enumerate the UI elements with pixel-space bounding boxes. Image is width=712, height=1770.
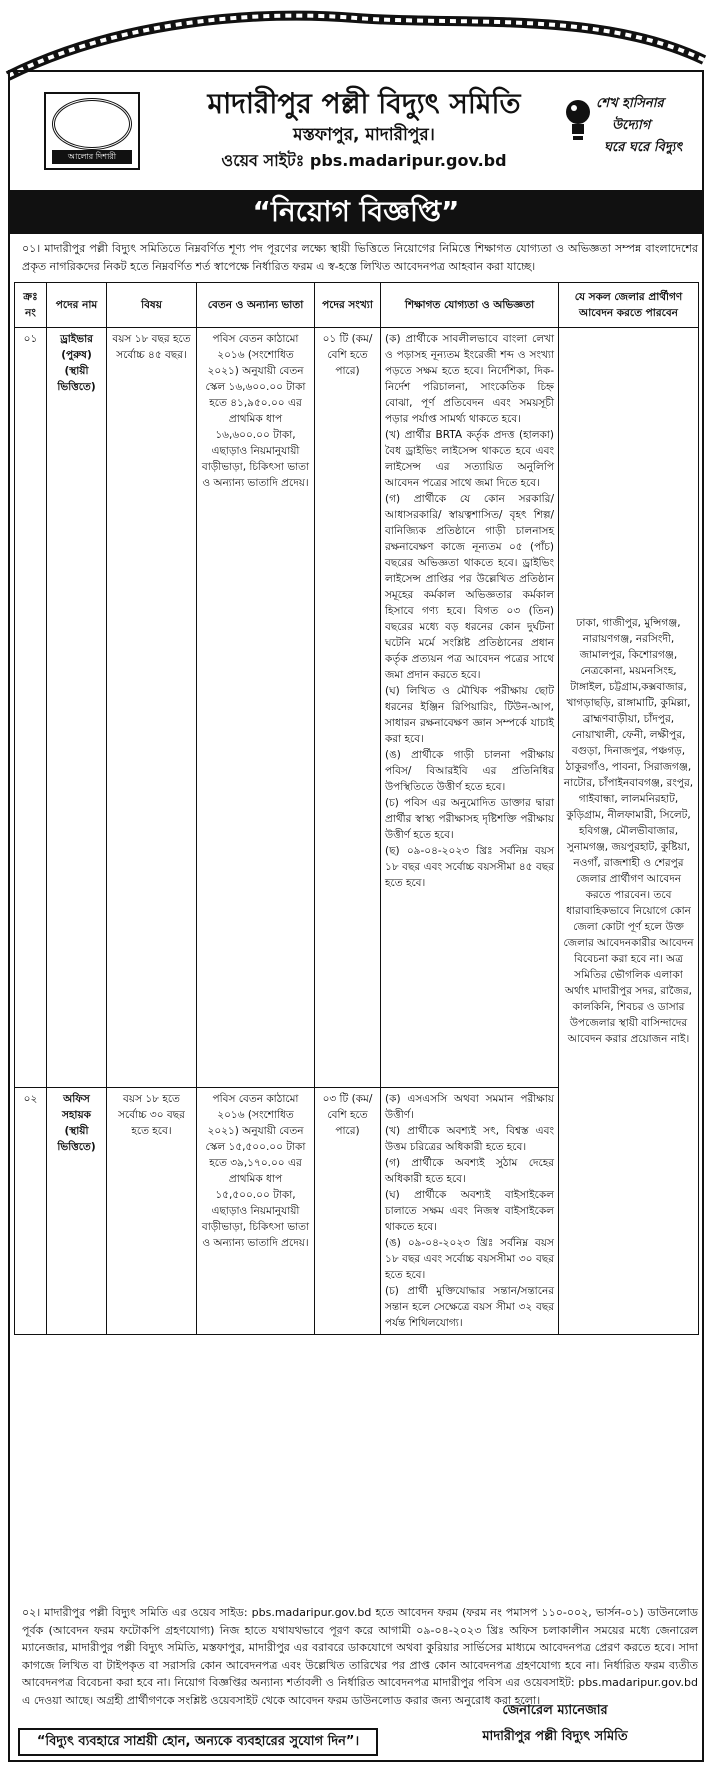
header-subject: বিষয় [107, 283, 197, 328]
organization-website: ওয়েব সাইটঃ pbs.madaripur.gov.bd [221, 151, 507, 170]
slogan-line-3: ঘরে ঘরে বিদ্যুৎ [604, 140, 683, 155]
qual-item: (ক) প্রার্থীকে সাবলীলভাবে বাংলা লেখা ও পড়াসহ নূন্যতম ইংরেজী শব্দ ও সংখ্যা পড়তে সক্ষম হতে হবে। নির্দেশিকা, দিক-নির্দেশ পরিচালনা, সাংকেতিক চিহ্ন বোঝা, পূর্ণ প্রতিবেদন এবং সময়সূচী পড়ার পর্যাপ্ত সামর্থ্য থাকতে হবে। [385, 333, 554, 425]
header-post: পদের নাম [47, 283, 107, 328]
row-qualifications [381, 328, 559, 1088]
qual-item: (ঙ) ০৯-০৪-২০২৩ খ্রিঃ সর্বনিম্ন বয়স ১৮ বছর এবং সর্বোচ্চ বয়সসীমা ৩০ বছর হতে হবে। [385, 1237, 554, 1281]
header-salary: বেতন ও অন্যান্য ভাতা [197, 283, 315, 328]
qual-item: (চ) পবিস এর অনুমোদিত ডাক্তার দ্বারা প্রার্থীর স্বাস্থ্য পরীক্ষাসহ দৃষ্টিশক্তি পরীক্ষায় উত্তীর্ণ হতে হবে। [385, 797, 554, 841]
signatory-title: জেনারেল ম্যানেজার [502, 1703, 608, 1718]
signatory-organization: মাদারীপুর পল্লী বিদ্যুৎ সমিতি [482, 1729, 628, 1744]
qual-item: (ঘ) প্রার্থীকে অবশ্যই বাইসাইকেল চালাতে সক্ষম এবং নিজস্ব বাইসাইকেল থাকতে হবে। [385, 1189, 554, 1233]
row-count: ০১ টি (কম/বেশি হতে পারে) [315, 328, 381, 1088]
intro-paragraph: ০১। মাদারীপুর পল্লী বিদ্যুৎ সমিতিতে নিম্নবর্ণিত শূণ্য পদ পূরণের লক্ষ্যে স্থায়ী ভিত্তিতে নিয়োগের নিমিত্তে শিক্ষাগত যোগ্যতা ও অভিজ্ঞতা সম্পন্ন বাংলাদেশের প্রকৃত নাগরিকদের নিকট হতে নিম্নবর্ণিত শর্ত স্বাপেক্ষে নির্ধারিত ফরম এ স্ব-হস্তে লিখিত আবেদনপত্র আহবান করা যাচ্ছে। [22, 242, 698, 273]
organization-name: মাদারীপুর পল্লী বিদ্যুৎ সমিতি [207, 87, 521, 120]
application-instructions: ০২। মাদারীপুর পল্লী বিদ্যুৎ সমিতি এর ওয়েব সাইড: pbs.madaripur.gov.bd হতে আবেদন ফরম (ফরম নং পমাসপ ১১০-০০২, ভার্সন-০১) ডাউনলোড পূর্বক (আবেদন ফরম ফটোকপি গ্রহণযোগ্য) নিজ হাতে যথাযথভাবে পূরণ করে আগামী ০৯-০৪-২০২৩ খ্রিঃ অফিস চলাকালীন সময়ের মধ্যে জেনারেল ম্যানেজার, মাদারীপুর পল্লী বিদ্যুৎ সমিতি, মস্তফাপুর, মাদারীপুর এর বরাবরে ডাকযোগে অথবা কুরিয়ার সার্ভিসের মাধ্যমে আবেদনপত্র প্রেরণ করতে হবে। সাদা কাগজে লিখিত বা টাইপকৃত বা সরাসরি কোন আবেদনপত্র এবং উল্লেখিত তারিখের পর প্রাপ্ত কোন আবেদনপত্র গ্রহণযোগ্য হবে না। নির্ধারিত ফরম ব্যতীত আবেদনপত্র বিবেচনা করা হবে না। নিয়োগ বিজ্ঞপ্তির অন্যান্য শর্তাবলী ও নির্ধারিত আবেদনপত্র মাদারীপুর পবিস এর ওয়েবসাইট: pbs.madaripur.gov.bd এ দেওয়া আছে। অগ্রহী প্রার্থীগণকে সংশ্লিষ্ট ওয়েবসাইট থেকে আবেদন ফরম ডাউনলোড করার জন্য অনুরোধ করা হলো। [22, 1606, 698, 1707]
slogan-line-1: শেখ হাসিনার [596, 96, 664, 111]
organization-address: মস্তফাপুর, মাদারীপুর। [293, 125, 435, 145]
qual-item: (ক) এসএসসি অথবা সমমান পরীক্ষায় উত্তীর্ণ। [385, 1093, 554, 1121]
row-sl: ০১ [15, 328, 47, 1088]
row-post: অফিস সহায়ক (স্থায়ী ভিত্তিতে) [47, 1088, 107, 1335]
row-salary: পবিস বেতন কাঠামো ২০১৬ (সংশোধিত ২০২১) অনুযায়ী বেতন স্কেল ১৬,৬০০.০০ টাকা হতে ৪১,৯৫০.০০ এর প্রাথমিক ধাপ ১৬,৬০০.০০ টাকা, এছাড়াও নিয়মানুযায়ী বাড়ীভাড়া, চিকিৎসা ভাতা ও অন্যান্য ভাতাদি প্রদেয়। [197, 328, 315, 1088]
row-subject: বয়স ১৮ হতে সর্বোচ্চ ৩০ বছর হতে হবে। [107, 1088, 197, 1335]
row-salary: পবিস বেতন কাঠামো ২০১৬ (সংশোধিত ২০২১) অনুযায়ী বেতন স্কেল ১৫,৫০০.০০ টাকা হতে ৩৯,১৭০.০০ এর প্রাথমিক ধাপ ১৫,৫০০.০০ টাকা, এছাড়াও নিয়মানুযায়ী বাড়ীভাড়া, চিকিৎসা ভাতা ও অন্যান্য ভাতাদি প্রদেয়। [197, 1088, 315, 1335]
row-subject: বয়স ১৮ বছর হতে সর্বোচ্চ ৪৫ বছর। [107, 328, 197, 1088]
qual-item: (গ) প্রার্থীকে অবশ্যই সুঠাম দেহের অধিকারী হতে হবে। [385, 1157, 554, 1185]
footer-slogan: “বিদ্যুৎ ব্যবহারে সাশ্রয়ী হোন, অন্যকে ব্যবহারের সুযোগ দিন”। [18, 1728, 378, 1756]
row-qualifications [381, 1088, 559, 1335]
header-districts: যে সকল জেলার প্রার্থীগণ আবেদন করতে পারবেন [559, 283, 699, 328]
qual-item: (ঙ) প্রার্থীকে গাড়ী চালনা পরীক্ষায় পবিস/ বিআরইবি এর প্রতিনিধির উপস্থিতিতে উত্তীর্ণ হতে হবে। [385, 749, 554, 793]
eligible-districts: ঢাকা, গাজীপুর, মুন্সিগঞ্জ, নারায়ণগঞ্জ, নরসিংদী, জামালপুর, কিশোরগঞ্জ, নেত্রকোনা, ময়মনসিংহ, টাঙ্গাইল, চট্টগ্রাম,কক্সবাজার, খাগড়াছড়ি, রাঙ্গামাটি, কুমিল্লা, ব্রাহ্মণবাড়ীয়া, চাঁদপুর, নোয়াখালী, ফেনী, লক্ষীপুর, বগুড়া, দিনাজপুর, পঞ্চগড়, ঠাকুরগাঁও, পাবনা, সিরাজগঞ্জ, নাটোর, চাঁপাইনবাবগঞ্জ, রংপুর, গাইবান্ধা, লালমনিরহাট, কুড়িগ্রাম, নীলফামারী, সিলেট, হবিগঞ্জ, মৌলভীবাজার, সুনামগঞ্জ, জয়পুরহাট, কুষ্টিয়া, নওগাঁ, রাজশাহী ও শেরপুর জেলার প্রার্থীগণ আবেদন করতে পারবেন। তবে ধারাবাহিকভাবে নিয়োগে কোন জেলা কোটা পূর্ণ হলে উক্ত জেলার আবেদনকারীর আবেদন বিবেচনা করা হবে না। অত্র সমিতির ভৌগলিক এলাকা অর্থাৎ মাদারীপুর সদর, রাজৈর, কালকিনি, শিবচর ও ডাসার উপজেলার স্থায়ী বাসিন্দাদের আবেদন করার প্রয়োজন নাই। [559, 328, 699, 1335]
table-header-row [15, 283, 699, 328]
notice-header [14, 82, 698, 188]
slogan-line-2: উদ্যোগ [612, 118, 651, 133]
qual-item: (চ) প্রার্থী মুক্তিযোদ্ধার সন্তান/সন্তানের সন্তান হলে সেক্ষেত্রে বয়স সীমা ৩২ বছর পর্যন্ত শিথিলযোগ্য। [385, 1285, 554, 1329]
qual-item: (ঘ) লিখিত ও মৌখিক পরীক্ষায় ছোট ধরনের ইঞ্জিন রিপিয়ারিং, টিউন-আপ, সাধারন রক্ষনাবেক্ষণ জ্ঞান সম্পর্কে যাচাই করা হবে। [385, 685, 554, 745]
light-bulb-icon [564, 98, 592, 142]
header-quals: শিক্ষাগত যোগ্যতা ও অভিজ্ঞতা [381, 283, 559, 328]
row-post: ড্রাইভার (পুরুষ) (স্থায়ী ভিত্তিতে) [47, 328, 107, 1088]
qual-item: (খ) প্রার্থীকে অবশ্যই সৎ, বিশ্বস্ত এবং উত্তম চরিত্রের অধিকারী হতে হবে। [385, 1125, 554, 1153]
logo-emblem-icon [52, 98, 132, 150]
qual-item: (গ) প্রার্থীকে যে কোন সরকারি/আধাসরকারি/ স্বায়ত্বশাসিত/ বৃহৎ শিল্প/ বানিজ্যিক প্রতিষ্ঠানে গাড়ী চালনাসহ রক্ষনাবেক্ষণ কাজে নূন্যতম ০৫ (পাঁচ) বছরের অভিজ্ঞতা থাকতে হবে। ড্রাইভিং লাইসেন্স প্রাপ্তির পর উল্লেখিত প্রতিষ্ঠান সমূহের কর্মকাল অভিজ্ঞতার কর্মকাল হিসাবে গণ্য হবে। বিগত ০৩ (তিন) বছরের মধ্যে বড় ধরনের কোন দুর্ঘটনা ঘটেনি মর্মে সংশ্লিষ্ট প্রতিষ্ঠানের প্রধান কর্তৃক প্রত্যয়ন পত্র আবেদন পত্রের সাথে জমা প্রদান করতে হবে। [385, 493, 554, 681]
qual-item: (ছ) ০৯-০৪-২০২৩ খ্রিঃ সর্বনিম্ন বয়স ১৮ বছর এবং সর্বোচ্চ বয়সসীমা ৪৫ বছর হতে হবে। [385, 845, 554, 889]
campaign-slogan [554, 86, 694, 170]
header-sl: ক্রঃ নং [15, 283, 47, 328]
row-sl: ০২ [15, 1088, 47, 1335]
pbs-logo [44, 92, 140, 170]
logo-caption: আলোর দিশারী [52, 150, 132, 164]
notice-title-band [10, 190, 702, 234]
notice-title: “নিয়োগ বিজ্ঞপ্তি” [252, 195, 460, 228]
row-count: ০৩ টি (কম/বেশি হতে পারে) [315, 1088, 381, 1335]
posts-table [14, 282, 699, 1335]
header-count: পদের সংখ্যা [315, 283, 381, 328]
table-row [15, 328, 699, 1088]
signature-block [420, 1698, 690, 1750]
qual-item: (খ) প্রার্থীর BRTA কর্তৃক প্রদত্ত (হালকা) বৈধ ড্রাইভিং লাইসেন্স থাকতে হবে এবং লাইসেন্স এর সত্যায়িত অনুলিপি আবেদন পত্রের সাথে জমা দিতে হবে। [385, 429, 554, 489]
